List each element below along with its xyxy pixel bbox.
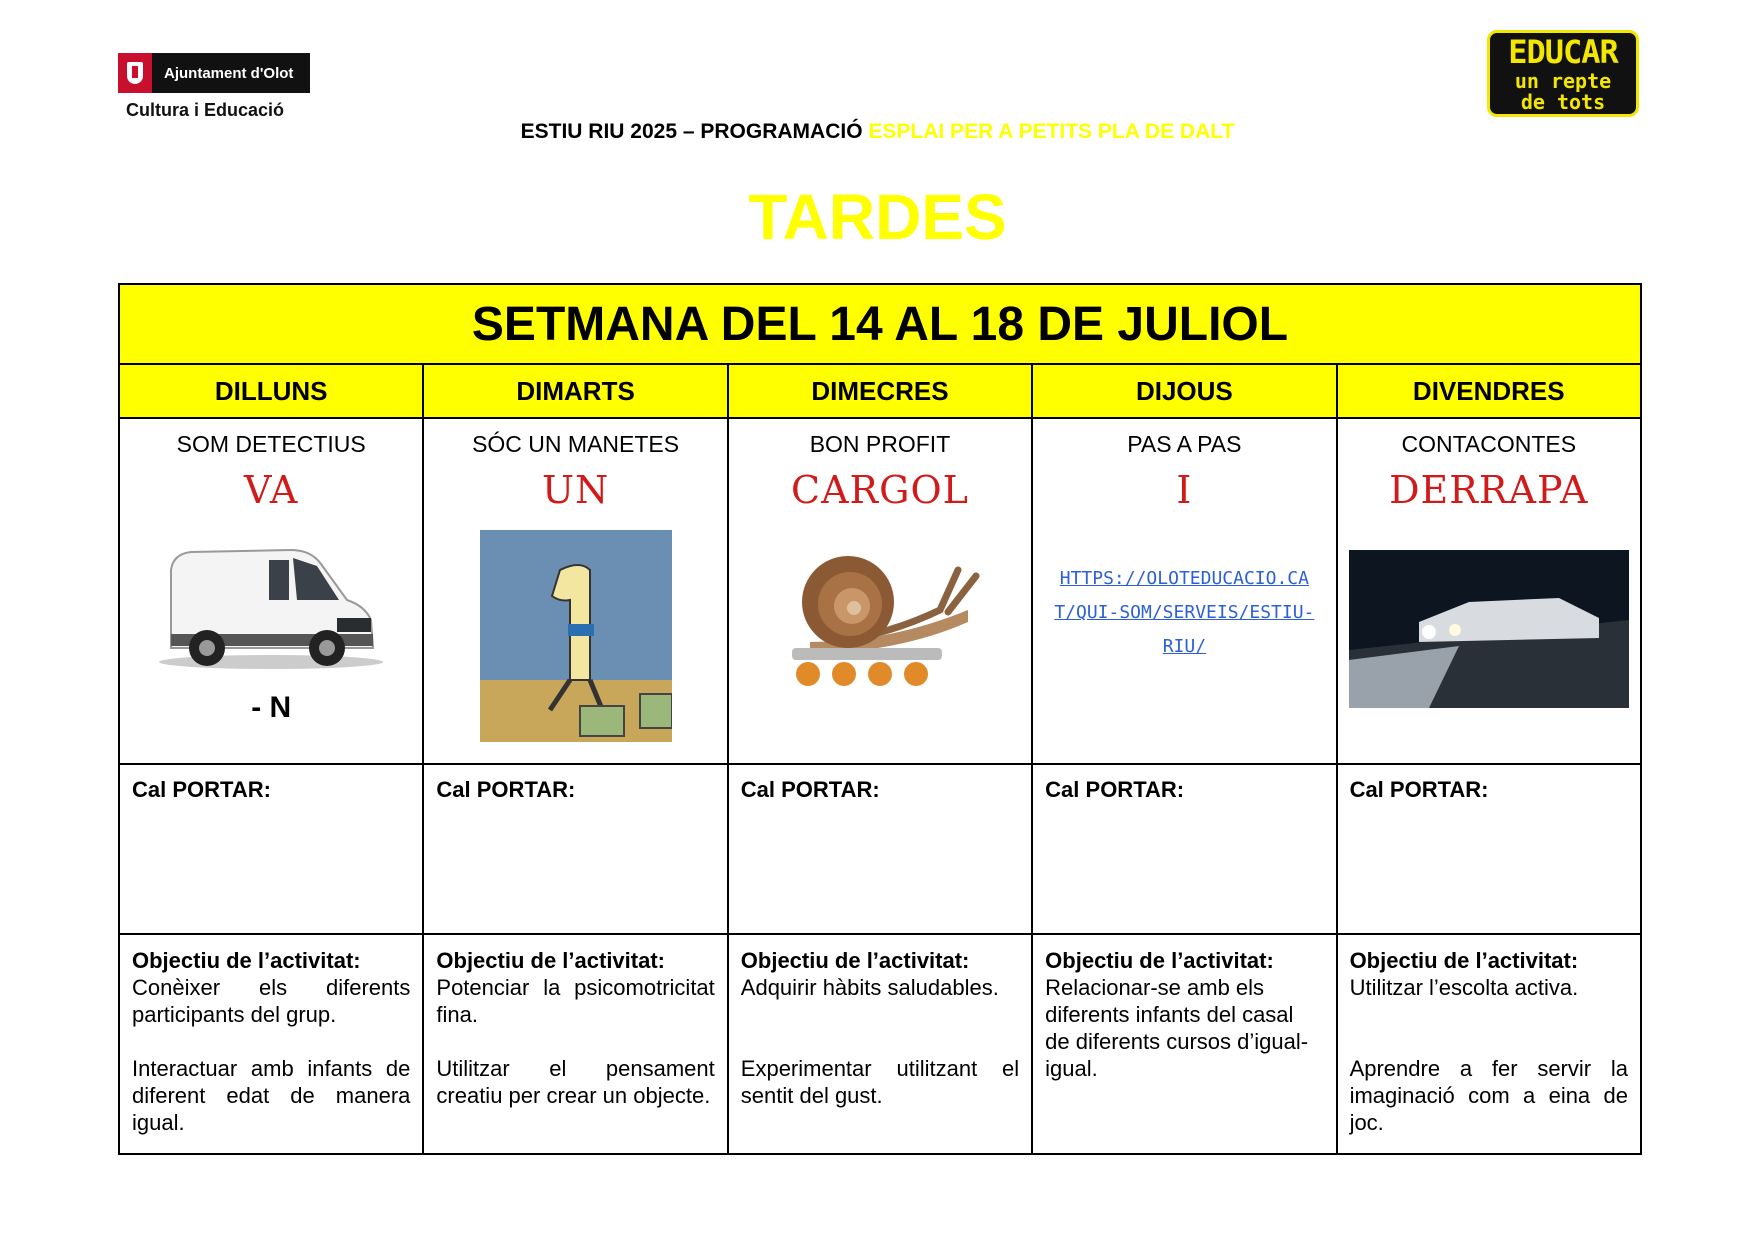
activity-cell: [728, 418, 1032, 764]
activity-extra: - N: [251, 691, 292, 724]
objective-text: Utilitzar l’escolta activa.: [1349, 975, 1579, 1000]
day-header: DIMARTS: [423, 364, 727, 418]
page-subtitle: TARDES: [748, 181, 1007, 253]
olot-crest-icon: [118, 53, 152, 93]
day-header: DIJOUS: [1032, 364, 1336, 418]
objective-text: Conèixer els diferents participants del grup.: [132, 975, 411, 1027]
objective-label: Objectiu de l’activitat:: [436, 948, 665, 973]
objective-text: Adquirir hàbits saludables.: [740, 975, 999, 1000]
activity-word: CARGOL: [791, 468, 969, 512]
objective-label: Objectiu de l’activitat:: [132, 948, 361, 973]
objective-label: Objectiu de l’activitat:: [1045, 948, 1274, 973]
objective-text: Relacionar-se amb els diferents infants del casal de diferents cursos d’igual-igual.: [1045, 975, 1309, 1081]
program-header-prefix: ESTIU RIU 2025 – PROGRAMACIÓ: [520, 120, 869, 143]
bring-cell: Cal PORTAR:: [1337, 764, 1641, 934]
day-header: DIVENDRES: [1337, 364, 1641, 418]
cartoon-number-one-icon: [480, 530, 672, 742]
objective-text: Aprendre a fer servir la imaginació com a eina de joc.: [1349, 1056, 1628, 1135]
estiu-riu-link[interactable]: HTTPS://OLOTEDUCACIO.CAT/QUI-SOM/SERVEIS/ESTIU-RIU/: [1054, 568, 1315, 657]
program-header-highlight: ESPLAI PER A PETITS PLA DE DALT: [868, 120, 1235, 143]
program-header: [0, 120, 1755, 144]
ajuntament-olot-logo: [118, 53, 310, 121]
schedule-table: [118, 283, 1642, 1155]
bring-cell: Cal PORTAR:: [1032, 764, 1336, 934]
activity-cell: [1337, 418, 1641, 764]
objective-label: Objectiu de l’activitat:: [740, 948, 970, 973]
objective-cell: [1337, 934, 1641, 1154]
activity-title: SOM DETECTIUS: [176, 431, 366, 457]
snail-on-rollerskate-icon: [780, 530, 980, 690]
activity-cell: [119, 418, 423, 764]
objective-cell: [423, 934, 727, 1154]
activity-cell: [423, 418, 727, 764]
bring-cell: Cal PORTAR:: [728, 764, 1032, 934]
objective-label: Objectiu de l’activitat:: [1349, 948, 1579, 973]
objective-cell: [1032, 934, 1336, 1154]
car-drifting-at-night-icon: [1349, 550, 1629, 708]
objective-text: Utilitzar el pensament creatiu per crear un objecte.: [436, 1056, 715, 1108]
white-van-icon: [151, 530, 391, 670]
bring-cell: Cal PORTAR:: [423, 764, 727, 934]
week-title: SETMANA DEL 14 AL 18 DE JULIOL: [119, 284, 1641, 364]
activity-title: PAS A PAS: [1127, 431, 1242, 457]
day-header: DILLUNS: [119, 364, 423, 418]
day-header: DIMECRES: [728, 364, 1032, 418]
educar-logo: [1487, 30, 1639, 117]
bring-cell: Cal PORTAR:: [119, 764, 423, 934]
objective-cell: [728, 934, 1032, 1154]
objective-text: Interactuar amb infants de diferent edat de manera igual.: [132, 1056, 411, 1135]
logo-left-sub: Cultura i Educació: [126, 100, 285, 120]
activity-cell: [1032, 418, 1336, 764]
educar-logo-line1: EDUCAR: [1508, 33, 1618, 71]
objective-cell: [119, 934, 423, 1154]
activity-word: UN: [541, 468, 610, 512]
objective-text: Potenciar la psicomotricitat fina.: [436, 975, 715, 1027]
activity-word: I: [1176, 468, 1193, 512]
activity-word: DERRAPA: [1389, 468, 1589, 512]
activity-title: CONTACONTES: [1401, 431, 1577, 457]
activity-title: SÓC UN MANETES: [472, 431, 680, 457]
objective-text: Experimentar utilitzant el sentit del gust.: [740, 1056, 1020, 1108]
educar-logo-line2: un repte: [1514, 69, 1612, 93]
logo-left-name: Ajuntament d'Olot: [164, 64, 294, 82]
educar-logo-line3: de tots: [1520, 90, 1606, 114]
activity-title: BON PROFIT: [809, 431, 951, 457]
activity-word: VA: [244, 468, 299, 512]
